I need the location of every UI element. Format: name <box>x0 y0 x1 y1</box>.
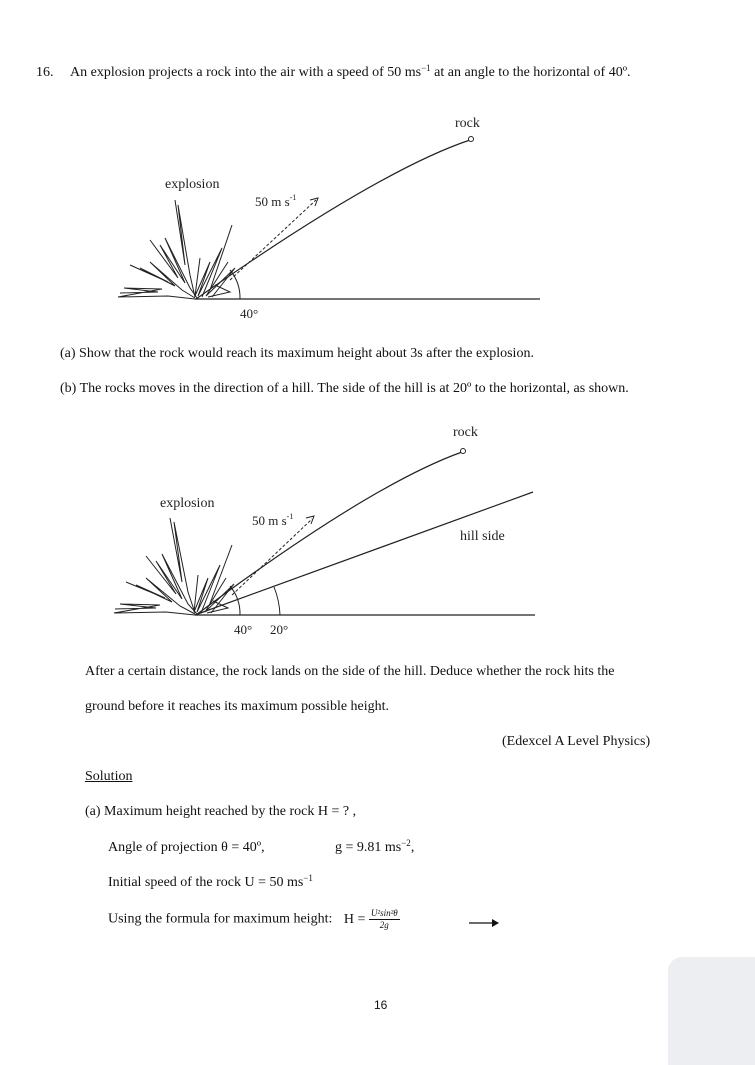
fig2-angle-40-label: 40° <box>234 622 253 637</box>
gravity-value <box>335 840 414 856</box>
angle-of-projection: Angle of projection θ = 40º, <box>108 840 265 855</box>
formula-numerator: U²sin²θ <box>370 908 398 918</box>
fig2-rock-label: rock <box>453 425 478 440</box>
fig1-rock-label: rock <box>455 116 480 131</box>
question-unit-exponent: −1 <box>421 63 431 73</box>
initial-speed-exponent: −1 <box>303 873 313 883</box>
fig1-angle-label: 40° <box>240 306 259 321</box>
formula-line <box>108 908 400 931</box>
part-a-text: (a) Show that the rock would reach its maximum height about 3s after the explosion. <box>60 346 534 361</box>
fig2-angle-20-label: 20° <box>270 622 289 637</box>
deduce-text-line-2: ground before it reaches its maximum possible height. <box>85 699 390 714</box>
formula-intro: Using the formula for maximum height: <box>108 911 333 927</box>
right-arrow-icon <box>468 916 500 930</box>
initial-speed <box>108 875 313 891</box>
deduce-text-line-1: After a certain distance, the rock lands on the side of the hill. Deduce whether the rock hits the <box>85 664 615 679</box>
part-b-text: (b) The rocks moves in the direction of a hill. The side of the hill is at 20º to the horizontal, as shown. <box>60 381 629 396</box>
source-citation: (Edexcel A Level Physics) <box>502 734 651 749</box>
fig2-explosion-label: explosion <box>160 496 215 511</box>
page-number: 16 <box>374 998 388 1012</box>
page-corner-overlay <box>668 957 755 1065</box>
solution-heading: Solution <box>85 769 133 784</box>
fig2-hill-side-label: hill side <box>460 529 505 544</box>
question-number: 16. <box>36 65 54 80</box>
gravity-exponent: −2 <box>401 838 411 848</box>
question-text-start: An explosion projects a rock into the air with a speed of 50 ms <box>70 65 422 80</box>
gravity-suffix: , <box>410 840 415 855</box>
question-text-end: at an angle to the horizontal of 40º. <box>430 65 631 80</box>
gravity-text: g = 9.81 ms <box>335 840 402 855</box>
formula-fraction <box>369 908 400 931</box>
fig1-explosion-label: explosion <box>165 177 220 192</box>
solution-part-a: (a) Maximum height reached by the rock H = ? , <box>85 804 357 819</box>
fig1-speed-label: 50 m $s^{-1}$ <box>255 193 297 209</box>
initial-speed-text: Initial speed of the rock U = 50 ms <box>108 875 304 890</box>
formula-lhs: H = <box>343 911 366 927</box>
fig2-speed-label: 50 m $s^{-1}$ <box>252 512 294 528</box>
formula-denominator: 2g <box>379 920 389 930</box>
